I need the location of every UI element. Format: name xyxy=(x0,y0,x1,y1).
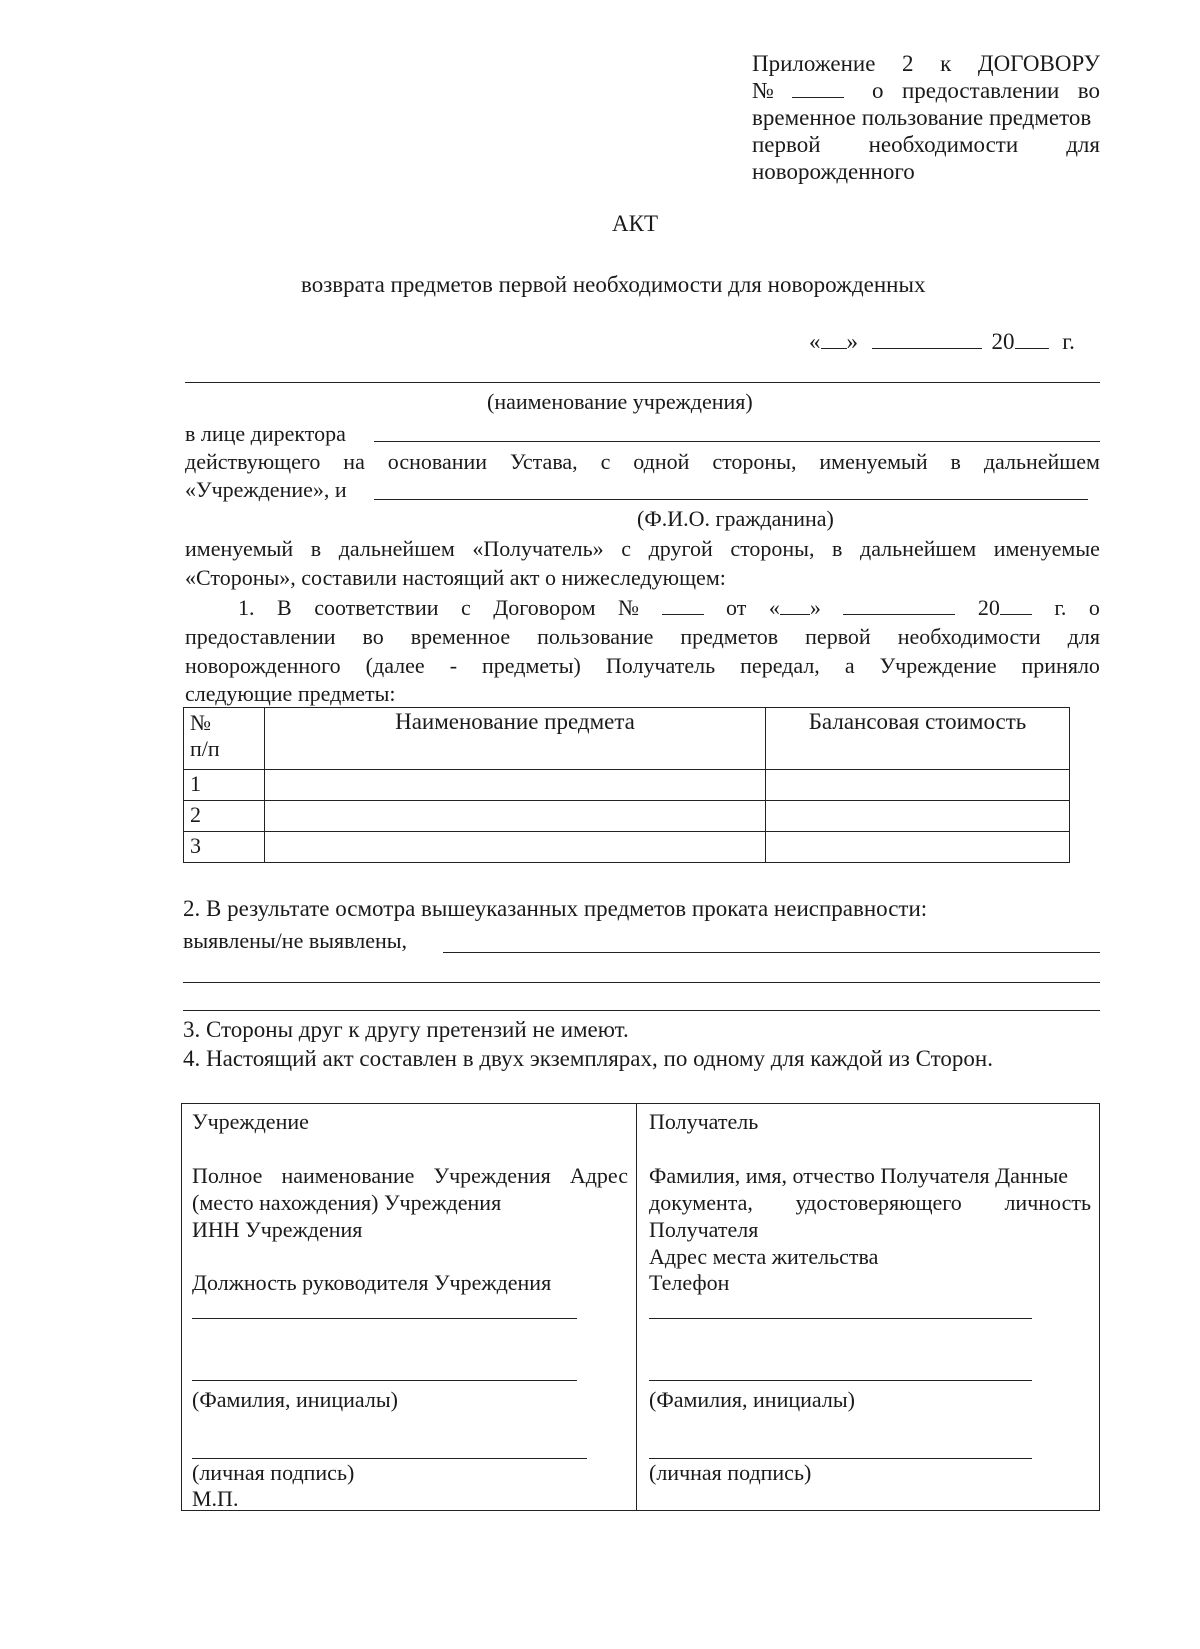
items-table xyxy=(183,707,1070,863)
table-row: 1 xyxy=(184,770,1070,801)
right-line-3: Получателя xyxy=(649,1217,759,1242)
item-name-cell[interactable] xyxy=(265,801,766,832)
left-heading: Учреждение xyxy=(192,1109,309,1134)
citizen-name-line xyxy=(374,499,1088,500)
institution-label: «Учреждение», и xyxy=(185,477,347,502)
director-name-line xyxy=(374,441,1100,442)
table-header-row xyxy=(184,708,1070,770)
right-line-1: Фамилия, имя, отчество Получателя Данные xyxy=(649,1163,1069,1188)
col-no-header: № п/п xyxy=(184,708,265,770)
institution-caption: (наименование учреждения) xyxy=(487,389,753,414)
right-line-4: Адрес места жительства xyxy=(649,1244,879,1269)
item1-month-blank xyxy=(843,594,955,615)
defects-line-1 xyxy=(443,952,1100,953)
year-blank xyxy=(1015,328,1049,349)
parties-line: «Стороны», составили настоящий акт о нижеследующем: xyxy=(185,565,726,590)
item3: 3. Стороны друг к другу претензий не имеют. xyxy=(183,1017,629,1042)
left-line-4: Должность руководителя Учреждения xyxy=(192,1270,552,1295)
item1-line-3: новорожденного (далее - предметы) Получатель передал, а Учреждение приняло xyxy=(185,653,1100,678)
col-cost-header: Балансовая стоимость xyxy=(766,708,1070,770)
item4: 4. Настоящий акт составлен в двух экземплярах, по одному для каждой из Сторон. xyxy=(183,1046,993,1071)
table-row: 2 xyxy=(184,801,1070,832)
left-sign-caption: (личная подпись) xyxy=(192,1460,355,1485)
fio-caption: (Ф.И.О. гражданина) xyxy=(637,506,834,531)
left-name-line xyxy=(192,1380,577,1381)
table-row: 3 xyxy=(184,832,1070,863)
defects-line-2 xyxy=(183,982,1100,983)
right-phone-line xyxy=(649,1318,1032,1319)
header-line-2-number: № xyxy=(752,77,844,105)
header-line-5: новорожденного xyxy=(752,159,915,184)
item2-line-1: 2. В результате осмотра вышеуказанных предметов проката неисправности: xyxy=(183,896,928,921)
item2-line-2: выявлены/не выявлены, xyxy=(183,928,408,953)
left-position-line xyxy=(192,1318,577,1319)
right-name-caption: (Фамилия, инициалы) xyxy=(649,1387,855,1412)
right-name-line xyxy=(649,1380,1032,1381)
document-subtitle: возврата предметов первой необходимости для новорожденных xyxy=(301,272,926,297)
acting-line: действующего на основании Устава, с одной стороны, именуемый в дальнейшем xyxy=(185,449,1100,474)
header-line-2-rest: о предоставлении во xyxy=(872,78,1100,103)
right-line-2: документа, удостоверяющего личность xyxy=(649,1190,1091,1215)
left-line-3: ИНН Учреждения xyxy=(192,1217,363,1242)
item1-line-4: следующие предметы: xyxy=(185,681,396,706)
day-blank xyxy=(821,328,847,349)
defects-line-3 xyxy=(183,1010,1100,1011)
item1-year-blank xyxy=(1000,594,1032,615)
contract-number-blank-2 xyxy=(662,594,704,615)
right-heading: Получатель xyxy=(649,1109,759,1134)
item-name-cell[interactable] xyxy=(265,832,766,863)
document-title: АКТ xyxy=(612,211,658,236)
contract-number-blank xyxy=(792,77,844,98)
item-name-cell[interactable] xyxy=(265,770,766,801)
item-cost-cell[interactable] xyxy=(766,770,1070,801)
item1-day-blank xyxy=(780,594,810,615)
item1-line-1: 1. В соответствии с Договором № от « » 20 г. о xyxy=(238,595,1100,620)
recipient-line: именуемый в дальнейшем «Получатель» с другой стороны, в дальнейшем именуемые xyxy=(185,536,1100,561)
director-label: в лице директора xyxy=(185,421,346,446)
header-line-1: Приложение 2 к ДОГОВОРУ xyxy=(752,51,1100,76)
col-name-header: Наименование предмета xyxy=(265,708,766,770)
signature-divider xyxy=(636,1104,637,1510)
item-cost-cell[interactable] xyxy=(766,832,1070,863)
signature-block xyxy=(181,1103,1100,1511)
left-line-1: Полное наименование Учреждения Адрес xyxy=(192,1163,628,1188)
left-stamp: М.П. xyxy=(192,1486,239,1511)
item-cost-cell[interactable] xyxy=(766,801,1070,832)
header-line-3: временное пользование предметов xyxy=(752,105,1092,130)
date-line: « » 20 г. xyxy=(809,329,1075,354)
right-line-5: Телефон xyxy=(649,1270,730,1295)
left-name-caption: (Фамилия, инициалы) xyxy=(192,1387,398,1412)
left-line-2: (место нахождения) Учреждения xyxy=(192,1190,502,1215)
item1-line-2: предоставлении во временное пользование предметов первой необходимости для xyxy=(185,624,1100,649)
month-blank xyxy=(872,328,982,349)
institution-name-line xyxy=(185,382,1100,383)
header-line-4: первой необходимости для xyxy=(752,132,1100,157)
right-sign-caption: (личная подпись) xyxy=(649,1460,812,1485)
